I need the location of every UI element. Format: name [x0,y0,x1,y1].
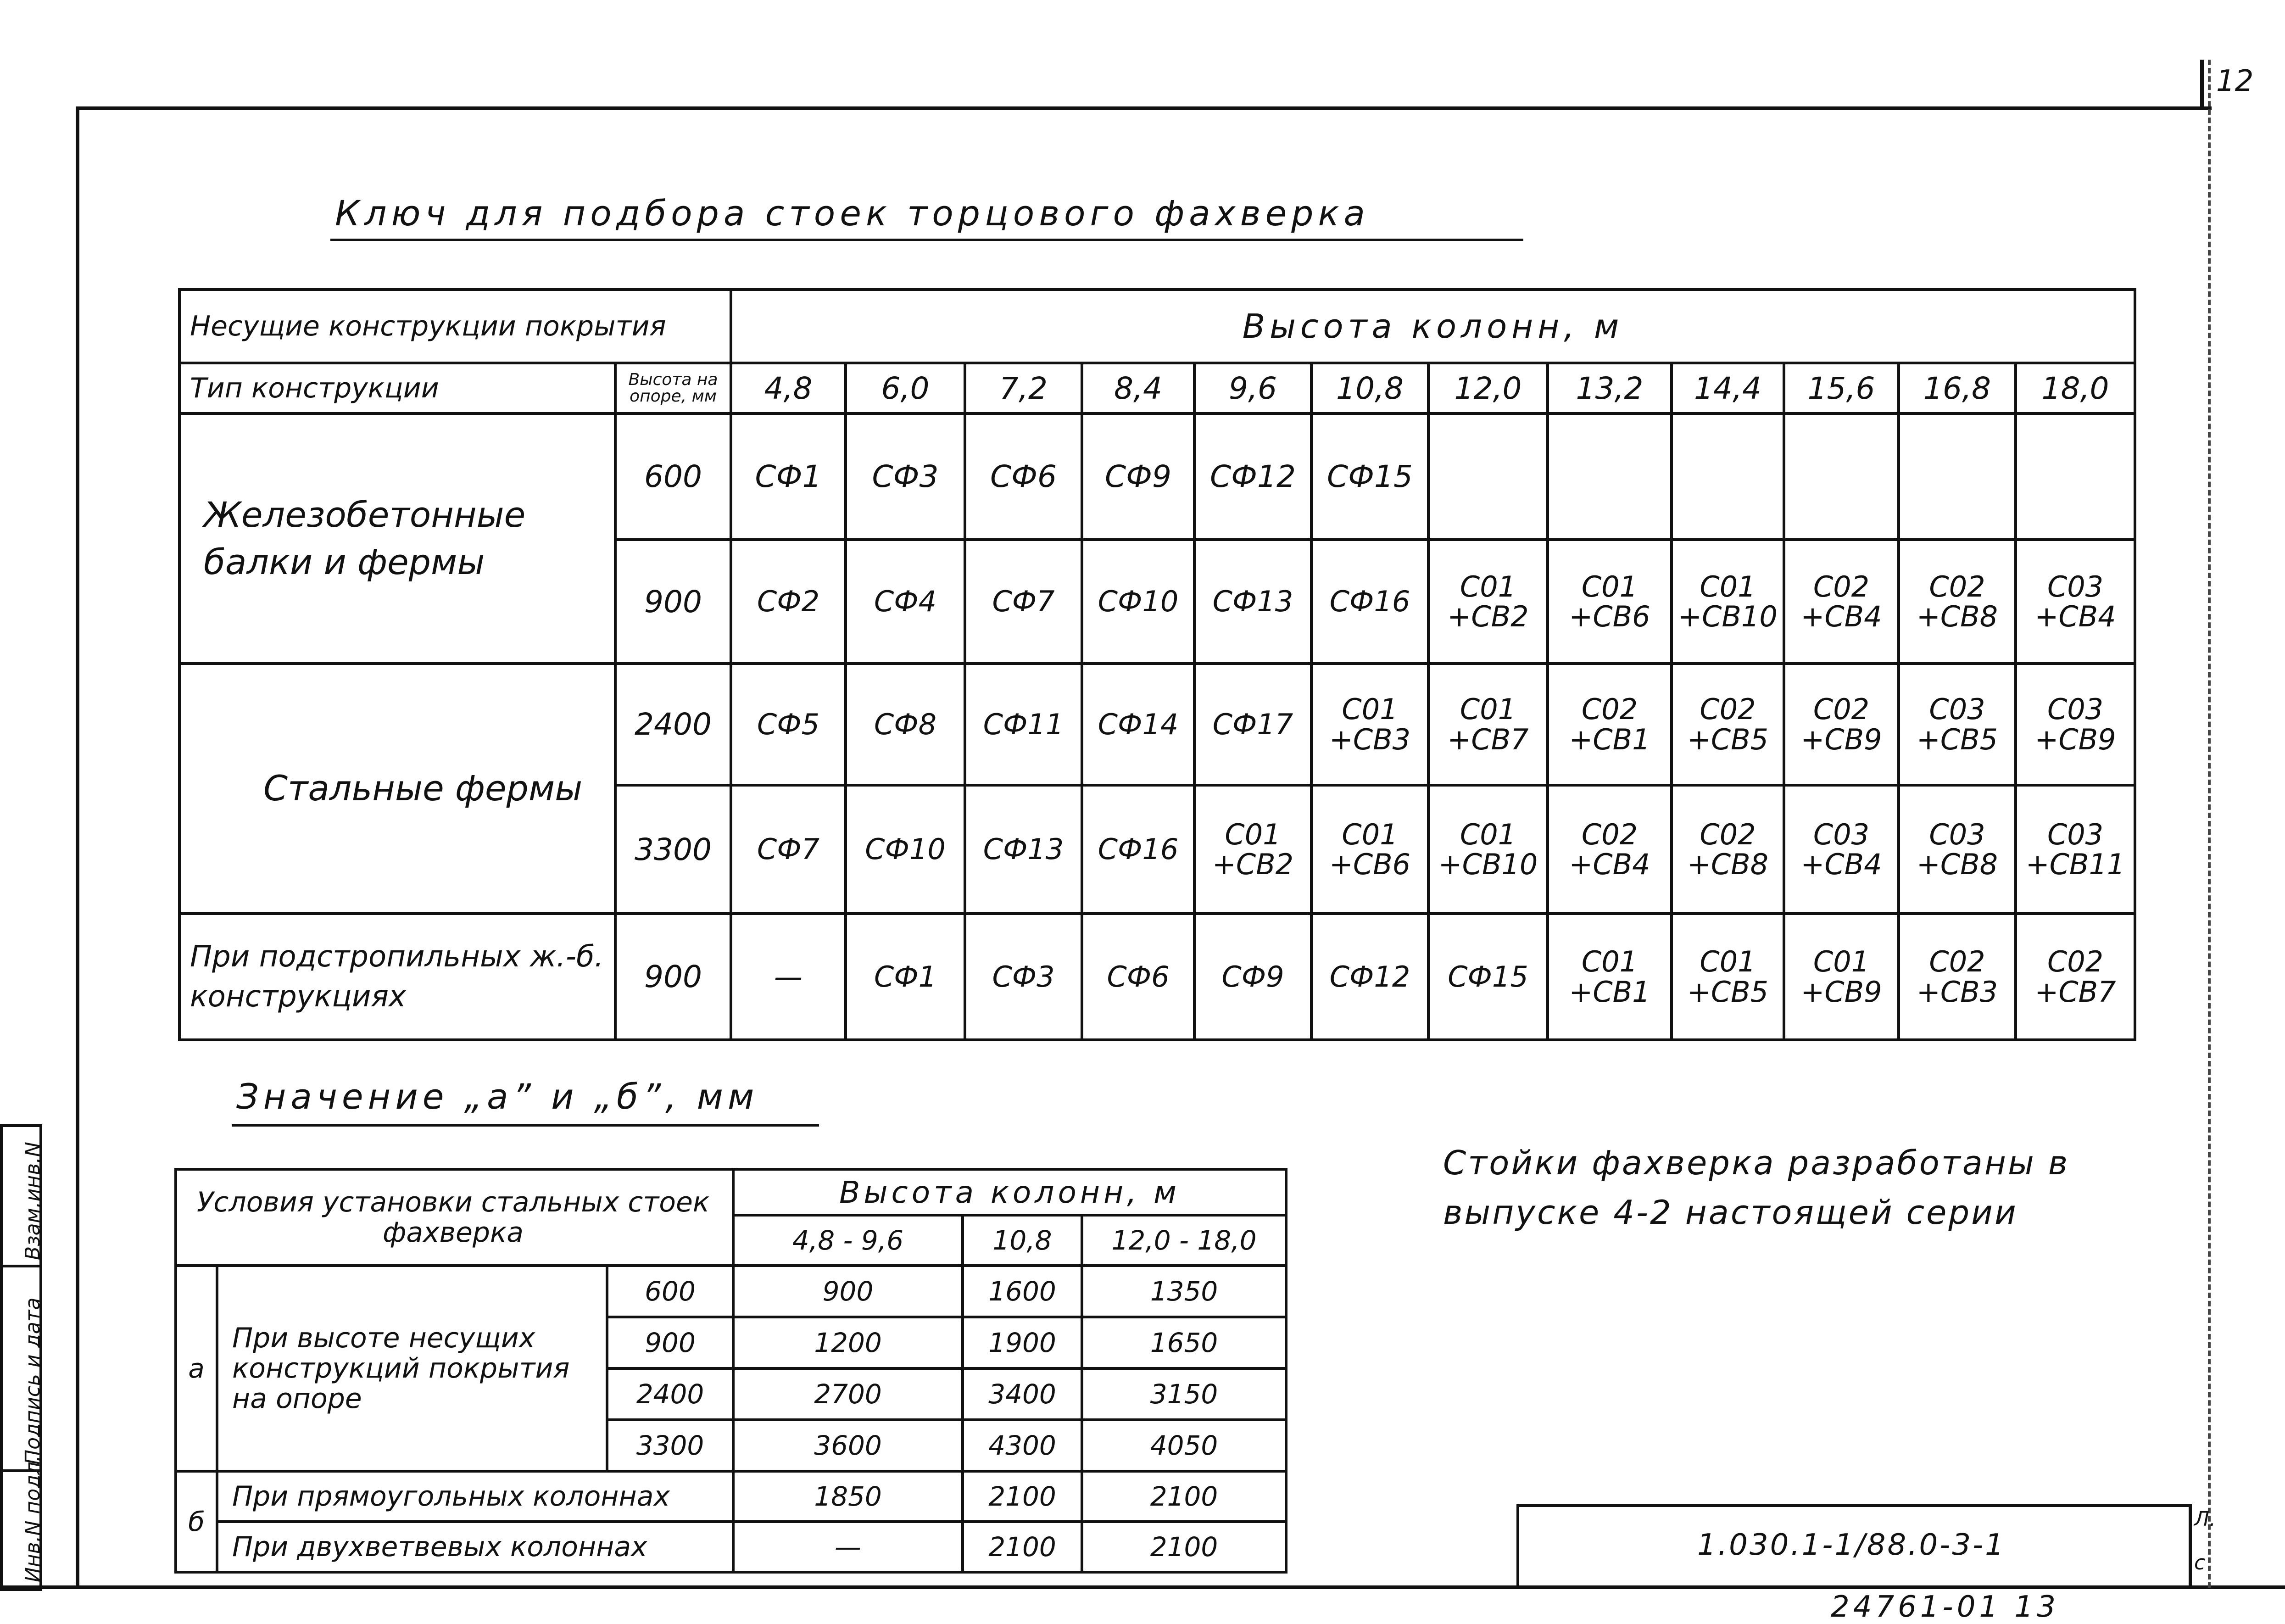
key-cell: СФ7 [965,540,1082,664]
b-row-label: При двухветвевых колоннах [217,1522,733,1572]
key-cell: С03 +СВ9 [2016,664,2135,785]
ab-value-cell: 900 [733,1266,963,1317]
ab-value-cell: 3400 [963,1368,1082,1420]
key-cell: СФ7 [731,785,846,914]
key-cell: С01 +СВ9 [1784,914,1899,1040]
side-label-inventory: Инв.N подл. [21,1455,45,1582]
key-cell: С02 +СВ8 [1672,785,1784,914]
frame-left-line [76,106,79,1586]
document-code: 1.030.1-1/88.0-3-1 [1697,1528,2006,1562]
series-note: Стойки фахверка разработаны в выпуске 4-2 настоящей серии [1443,1144,2070,1232]
height-header-cell: 6,0 [846,363,965,413]
key-cell: — [731,914,846,1040]
height-header-cell: 4,8 [731,363,846,413]
support-height-cell: 900 [615,540,731,664]
b-label: б [176,1471,217,1572]
key-cell: С01 +СВ2 [1194,785,1311,914]
key-cell: СФ10 [1082,540,1194,664]
ab-table-title: Значение „а” и „б”, мм [236,1076,759,1117]
key-cell: С03 +СВ5 [1899,664,2016,785]
side-label-replacement: Взам.инв.N [21,1142,45,1260]
ab-value-cell: 1350 [1082,1266,1286,1317]
a-label: а [176,1266,217,1471]
height-header-cell: 12,0 [1428,363,1548,413]
key-cell: СФ3 [846,413,965,540]
key-table-title: Ключ для подбора стоек торцового фахверка [335,193,1370,234]
key-cell [1672,413,1784,540]
key-cell: С01 +СВ2 [1428,540,1548,664]
support-height-cell: 2400 [615,664,731,785]
title-block-sheet-label: Л. [2194,1507,2216,1531]
frame-right-line [2208,60,2211,1588]
key-cell: С02 +СВ1 [1548,664,1672,785]
group-name-truss-structures: При подстропильных ж.-б. конструкциях [179,914,615,1040]
height-header-cell: 18,0 [2016,363,2135,413]
key-cell: СФ9 [1082,413,1194,540]
key-cell [2016,413,2135,540]
key-cell: С02 +СВ4 [1784,540,1899,664]
key-cell: С01 +СВ1 [1548,914,1672,1040]
key-cell: С01 +СВ10 [1672,540,1784,664]
side-label-signature: Подпись и дата [21,1297,45,1465]
key-cell: СФ6 [1082,914,1194,1040]
height-header-cell: 13,2 [1548,363,1672,413]
key-cell: СФ13 [1194,540,1311,664]
support-height-cell: 600 [615,413,731,540]
range-header-cell: 4,8 - 9,6 [733,1215,963,1266]
support-height-cell: 600 [607,1266,733,1317]
key-cell: С03 +СВ4 [2016,540,2135,664]
key-cell: С01 +СВ6 [1311,785,1428,914]
key-cell: С03 +СВ11 [2016,785,2135,914]
ab-value-cell: — [733,1522,963,1572]
sheet-number-divider [2200,60,2204,110]
key-cell: С03 +СВ8 [1899,785,2016,914]
support-height-cell: 3300 [615,785,731,914]
ab-value-cell: 2700 [733,1368,963,1420]
key-cell: С02 +СВ3 [1899,914,2016,1040]
group-name-reinforced-concrete: Железобетонные балки и фермы [179,413,615,664]
ab-value-cell: 2100 [963,1522,1082,1572]
key-cell: СФ4 [846,540,965,664]
ab-value-cell: 3150 [1082,1368,1286,1420]
key-cell: СФ9 [1194,914,1311,1040]
header-column-height: Высота колонн, м [731,290,2135,363]
ab-value-cell: 1900 [963,1317,1082,1368]
key-cell: СФ11 [965,664,1082,785]
key-cell: СФ8 [846,664,965,785]
key-cell: СФ16 [1082,785,1194,914]
key-cell: СФ12 [1311,914,1428,1040]
key-cell: С02 +СВ5 [1672,664,1784,785]
ab-value-cell: 2100 [1082,1522,1286,1572]
key-title-underline [330,239,1523,241]
height-header-cell: 10,8 [1311,363,1428,413]
key-cell: С02 +СВ7 [2016,914,2135,1040]
key-cell: СФ16 [1311,540,1428,664]
ab-value-cell: 3600 [733,1420,963,1471]
key-cell: СФ2 [731,540,846,664]
archive-code: 24761-01 13 [1831,1590,2059,1624]
height-header-cell: 14,4 [1672,363,1784,413]
header-conditions: Условия установки стальных стоек фахверка [176,1169,733,1266]
key-cell: СФ15 [1311,413,1428,540]
side-cell-signature [3,1267,45,1472]
key-cell: СФ5 [731,664,846,785]
support-height-cell: 2400 [607,1368,733,1420]
side-signature-strip [0,1124,45,1591]
key-cell: СФ1 [731,413,846,540]
support-height-cell: 3300 [607,1420,733,1471]
key-cell: С02 +СВ4 [1548,785,1672,914]
ab-value-cell: 2100 [963,1471,1082,1522]
support-height-cell: 900 [615,914,731,1040]
key-cell: СФ3 [965,914,1082,1040]
ab-table [174,1168,1287,1574]
height-header-cell: 15,6 [1784,363,1899,413]
key-cell: СФ12 [1194,413,1311,540]
key-cell: С01 +СВ7 [1428,664,1548,785]
title-block-divider [2189,1504,2191,1586]
key-cell: С02 +СВ9 [1784,664,1899,785]
ab-value-cell: 1850 [733,1471,963,1522]
ab-value-cell: 1600 [963,1266,1082,1317]
ab-value-cell: 1200 [733,1317,963,1368]
group-name-steel-trusses: Стальные фермы [179,664,615,914]
height-header-cell: 16,8 [1899,363,2016,413]
key-cell: СФ15 [1428,914,1548,1040]
key-cell: С03 +СВ4 [1784,785,1899,914]
key-cell: С01 +СВ6 [1548,540,1672,664]
ab-title-underline [232,1124,819,1127]
header-ab-column-height: Высота колонн, м [733,1169,1286,1215]
header-type-label: Тип конструкции [179,363,615,413]
key-cell [1899,413,2016,540]
key-table [178,288,2136,1041]
ab-value-cell: 2100 [1082,1471,1286,1522]
key-cell: СФ10 [846,785,965,914]
frame-top-line [76,106,2212,110]
key-cell: СФ17 [1194,664,1311,785]
range-header-cell: 10,8 [963,1215,1082,1266]
ab-value-cell: 1650 [1082,1317,1286,1368]
b-row-label: При прямоугольных колоннах [217,1471,733,1522]
header-bearing-structures: Несущие конструкции покрытия [179,290,731,363]
side-cell-inventory [3,1455,45,1586]
side-cell-replacement [3,1127,45,1267]
header-support-height: Высота на опоре, мм [615,363,731,413]
key-cell: С02 +СВ8 [1899,540,2016,664]
key-cell [1428,413,1548,540]
key-cell: СФ6 [965,413,1082,540]
title-block-side-label: с [2194,1551,2206,1574]
sheet-number: 12 [2216,64,2254,98]
key-cell: С01 +СВ10 [1428,785,1548,914]
ab-value-cell: 4050 [1082,1420,1286,1471]
ab-value-cell: 4300 [963,1420,1082,1471]
height-header-cell: 7,2 [965,363,1082,413]
a-description: При высоте несущих конструкций покрытия на опоре [217,1266,607,1471]
support-height-cell: 900 [607,1317,733,1368]
key-cell: СФ14 [1082,664,1194,785]
key-cell: С01 +СВ5 [1672,914,1784,1040]
key-cell: СФ13 [965,785,1082,914]
key-cell: С01 +СВ3 [1311,664,1428,785]
key-cell [1548,413,1672,540]
key-cell: СФ1 [846,914,965,1040]
range-header-cell: 12,0 - 18,0 [1082,1215,1286,1266]
height-header-cell: 9,6 [1194,363,1311,413]
height-header-cell: 8,4 [1082,363,1194,413]
key-cell [1784,413,1899,540]
